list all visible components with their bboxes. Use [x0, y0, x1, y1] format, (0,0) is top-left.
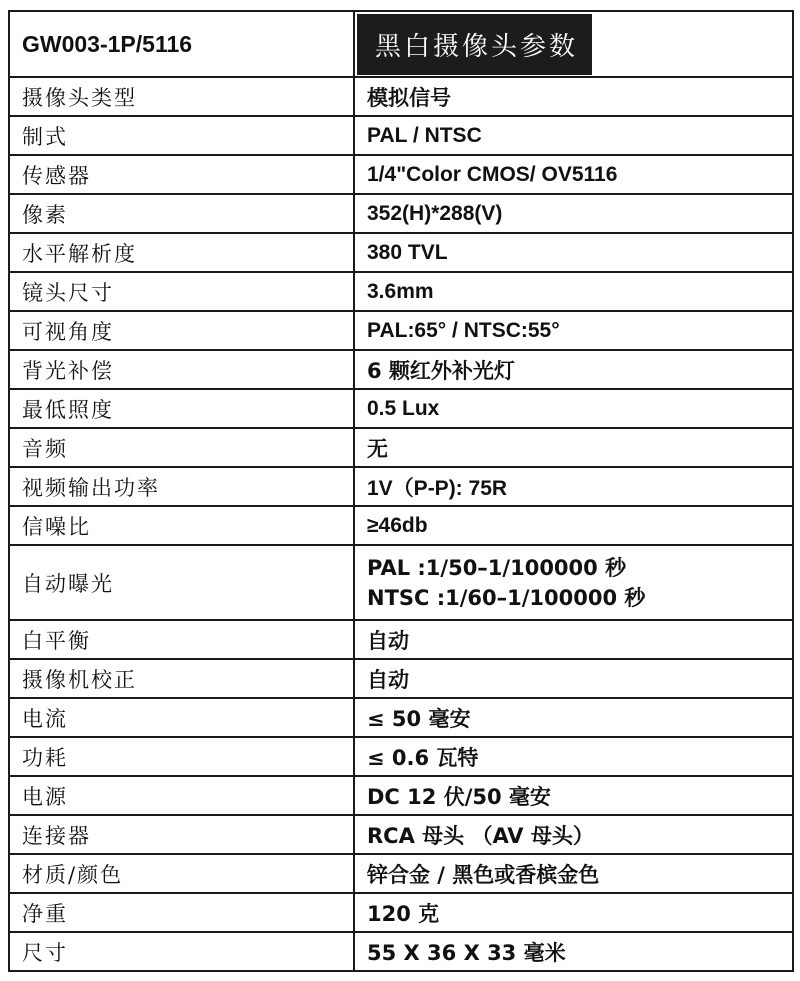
spec-value: 120 克 [354, 893, 793, 932]
spec-value: ≤ 0.6 瓦特 [354, 737, 793, 776]
spec-value: 自动 [354, 659, 793, 698]
table-row [9, 194, 793, 233]
spec-value: PAL:65° / NTSC:55° [354, 311, 793, 350]
spec-value: 1V（P-P): 75R [354, 467, 793, 506]
table-row [9, 467, 793, 506]
table-row [9, 428, 793, 467]
table-row [9, 233, 793, 272]
table-row [9, 620, 793, 659]
spec-label: 最低照度 [9, 389, 354, 428]
table-row [9, 737, 793, 776]
spec-label: 自动曝光 [9, 545, 354, 620]
spec-label: 传感器 [9, 155, 354, 194]
exposure-pal: PAL :1/50–1/100000 秒 [367, 555, 627, 580]
spec-label: 净重 [9, 893, 354, 932]
spec-value: 锌合金 / 黑色或香槟金色 [354, 854, 793, 893]
spec-label: 信噪比 [9, 506, 354, 545]
spec-label: 水平解析度 [9, 233, 354, 272]
model-number: GW003-1P/5116 [9, 11, 354, 77]
spec-label: 电源 [9, 776, 354, 815]
table-row [9, 545, 793, 620]
spec-label: 功耗 [9, 737, 354, 776]
spec-value: DC 12 伏/50 毫安 [354, 776, 793, 815]
title-cell [354, 11, 793, 77]
spec-value: 0.5 Lux [354, 389, 793, 428]
spec-value: 380 TVL [354, 233, 793, 272]
table-title: 黑白摄像头参数 [357, 14, 592, 75]
spec-label: 视频输出功率 [9, 467, 354, 506]
spec-label: 音频 [9, 428, 354, 467]
table-row [9, 776, 793, 815]
table-row [9, 893, 793, 932]
table-row [9, 272, 793, 311]
spec-label: 连接器 [9, 815, 354, 854]
table-row [9, 659, 793, 698]
spec-label: 镜头尺寸 [9, 272, 354, 311]
spec-value: 6 颗红外补光灯 [354, 350, 793, 389]
table-row [9, 116, 793, 155]
spec-value: 自动 [354, 620, 793, 659]
spec-label: 尺寸 [9, 932, 354, 971]
table-row [9, 698, 793, 737]
table-row [9, 155, 793, 194]
spec-table [8, 10, 794, 972]
table-row [9, 350, 793, 389]
spec-value: 352(H)*288(V) [354, 194, 793, 233]
spec-label: 像素 [9, 194, 354, 233]
spec-value: ≤ 50 毫安 [354, 698, 793, 737]
spec-value: RCA 母头 （AV 母头） [354, 815, 793, 854]
exposure-ntsc: NTSC :1/60–1/100000 秒 [367, 585, 646, 610]
spec-label: 可视角度 [9, 311, 354, 350]
spec-value: ≥46db [354, 506, 793, 545]
spec-value: 55 X 36 X 33 毫米 [354, 932, 793, 971]
spec-label: 材质/颜色 [9, 854, 354, 893]
spec-label: 背光补偿 [9, 350, 354, 389]
table-row [9, 854, 793, 893]
spec-value: 模拟信号 [354, 77, 793, 116]
table-row [9, 932, 793, 971]
spec-value: 3.6mm [354, 272, 793, 311]
table-row [9, 77, 793, 116]
spec-value [354, 545, 793, 620]
spec-value: 无 [354, 428, 793, 467]
table-row [9, 311, 793, 350]
spec-label: 电流 [9, 698, 354, 737]
spec-value: PAL / NTSC [354, 116, 793, 155]
spec-label: 摄像机校正 [9, 659, 354, 698]
spec-value: 1/4"Color CMOS/ OV5116 [354, 155, 793, 194]
table-row [9, 815, 793, 854]
table-row [9, 506, 793, 545]
table-header-row [9, 11, 793, 77]
spec-label: 白平衡 [9, 620, 354, 659]
table-row [9, 389, 793, 428]
spec-label: 制式 [9, 116, 354, 155]
spec-label: 摄像头类型 [9, 77, 354, 116]
